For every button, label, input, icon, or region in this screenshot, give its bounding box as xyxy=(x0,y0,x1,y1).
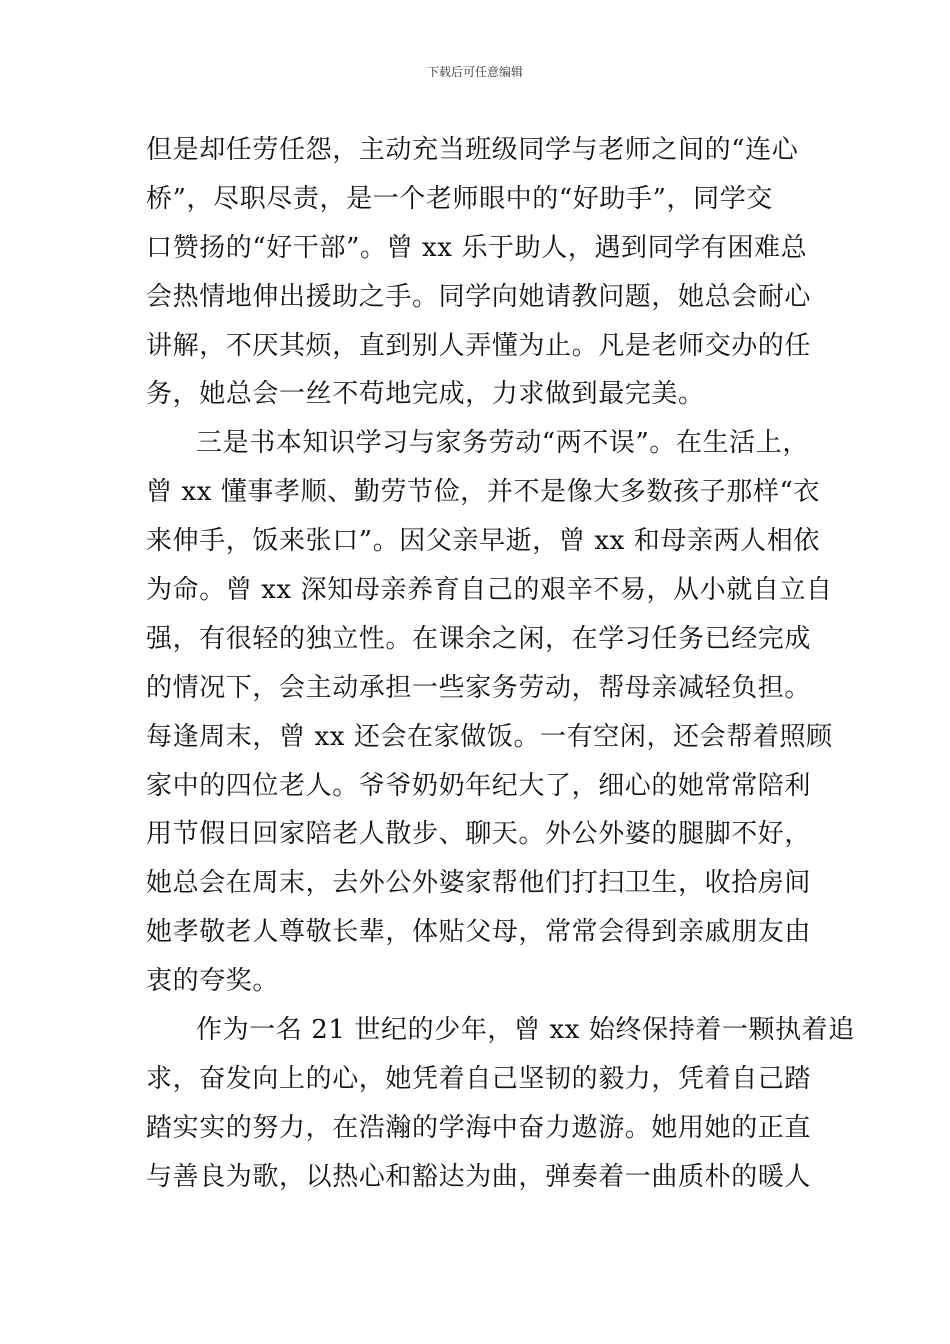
text-line: 为命。曾 xx 深知母亲养育自己的艰辛不易，从小就自立自 xyxy=(146,575,833,606)
text-line: 但是却任劳任怨，主动充当班级同学与老师之间的“连心 xyxy=(146,135,799,165)
text-line: 踏实实的努力，在浩瀚的学海中奋力遨游。她用她的正直 xyxy=(146,1112,812,1143)
text-line: 强，有很轻的独立性。在课余之闲，在学习任务已经完成 xyxy=(146,623,812,654)
text-line: 讲解，不厌其烦，直到别人弄懂为止。凡是老师交办的任 xyxy=(146,330,812,361)
text-line: 的情况下，会主动承担一些家务劳动，帮母亲减轻负担。 xyxy=(146,672,812,703)
text-line: 家中的四位老人。爷爷奶奶年纪大了，细心的她常常陪利 xyxy=(146,770,812,801)
text-line: 会热情地伸出援助之手。同学向她请教问题，她总会耐心 xyxy=(146,281,812,312)
text-line: 口赞扬的“好干部”。曾 xx 乐于助人，遇到同学有困难总 xyxy=(146,232,808,263)
text-line: 务，她总会一丝不苟地完成，力求做到最完美。 xyxy=(146,379,705,410)
text-line: 与善良为歌，以热心和豁达为曲，弹奏着一曲质朴的暖人 xyxy=(146,1161,812,1192)
text-line: 她总会在周末，去外公外婆家帮他们打扫卫生，收拾房间 xyxy=(146,868,812,899)
text-line: 她孝敬老人尊敬长辈，体贴父母，常常会得到亲戚朋友由 xyxy=(146,917,812,948)
text-line: 每逢周末，曾 xx 还会在家做饭。一有空闲，还会帮着照顾 xyxy=(146,721,833,752)
text-line: 作为一名 21 世纪的少年，曾 xx 始终保持着一颗执着追 xyxy=(196,1015,855,1046)
text-line: 三是书本知识学习与家务劳动“两不误”。在生活上， xyxy=(196,428,809,459)
text-line: 用节假日回家陪老人散步、聊天。外公外婆的腿脚不好， xyxy=(146,819,812,850)
text-line: 求，奋发向上的心，她凭着自己坚韧的毅力，凭着自己踏 xyxy=(146,1063,812,1094)
text-line: 衷的夸奖。 xyxy=(146,966,280,997)
text-line: 曾 xx 懂事孝顺、勤劳节俭，并不是像大多数孩子那样“衣 xyxy=(146,477,820,508)
text-line: 桥”，尽职尽责，是一个老师眼中的“好助手”，同学交 xyxy=(146,183,773,214)
text-line: 来伸手，饭来张口”。因父亲早逝，曾 xx 和母亲两人相依 xyxy=(146,526,820,557)
page-header: 下载后可任意编辑 xyxy=(426,65,523,79)
document-body xyxy=(146,126,855,1202)
